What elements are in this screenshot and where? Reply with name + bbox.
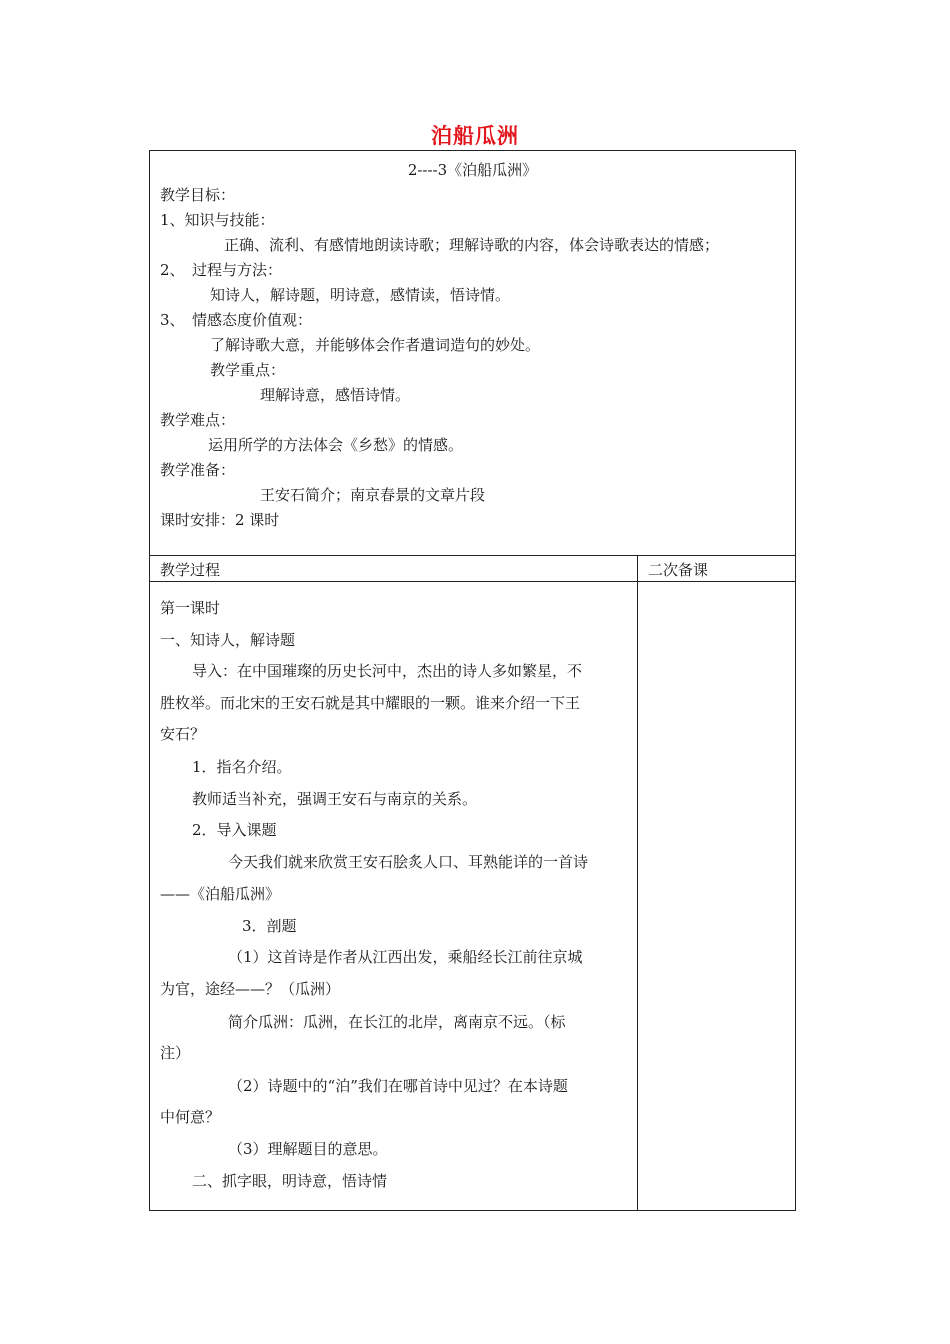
process-line: 一、知诗人，解诗题 xyxy=(160,631,296,649)
hours: 课时安排：2 课时 xyxy=(160,511,280,529)
process-line: 安石？ xyxy=(160,725,206,743)
process-line: 导入：在中国璀璨的历史长河中，杰出的诗人多如繁星，不 xyxy=(192,662,583,680)
column-header-notes: 二次备课 xyxy=(648,561,709,579)
process-line: 今天我们就来欣赏王安石脍炙人口、耳熟能详的一首诗 xyxy=(228,853,589,871)
difficulty-label: 教学难点： xyxy=(160,411,236,429)
goal2-text: 知诗人，解诗题，明诗意，感情读，悟诗情。 xyxy=(210,286,511,304)
process-line: 2．导入课题 xyxy=(192,821,277,839)
table-divider-columns xyxy=(149,581,796,582)
goal3-label: 3、 情感态度价值观： xyxy=(160,311,313,329)
document-title: 泊船瓜洲 xyxy=(431,124,519,148)
goal1-text: 正确、流利、有感情地朗读诗歌；理解诗歌的内容，体会诗歌表达的情感； xyxy=(224,236,720,254)
table-column-divider xyxy=(637,555,638,1211)
table-divider-header xyxy=(149,555,796,556)
process-line: （3）理解题目的意思。 xyxy=(228,1140,388,1158)
process-line: 二、抓字眼，明诗意，悟诗情 xyxy=(192,1172,388,1190)
prep-label: 教学准备： xyxy=(160,461,236,479)
process-line: 胜枚举。而北宋的王安石就是其中耀眼的一颗。谁来介绍一下王 xyxy=(160,694,581,712)
key-label: 教学重点： xyxy=(210,361,286,379)
process-line: 第一课时 xyxy=(160,599,221,617)
process-line: 教师适当补充，强调王安石与南京的关系。 xyxy=(192,790,478,808)
goal2-label: 2、 过程与方法： xyxy=(160,261,283,279)
key-text: 理解诗意，感悟诗情。 xyxy=(260,386,411,404)
process-line: 1．指名介绍。 xyxy=(192,758,292,776)
process-line: ——《泊船瓜洲》 xyxy=(160,885,281,903)
goals-label: 教学目标： xyxy=(160,186,236,204)
lesson-code: 2----3《泊船瓜洲》 xyxy=(407,161,538,179)
process-line: 为官，途经——？（瓜洲） xyxy=(160,980,341,998)
prep-text: 王安石简介；南京春景的文章片段 xyxy=(260,486,486,504)
process-line: 注） xyxy=(160,1044,191,1062)
process-line: 中何意？ xyxy=(160,1108,221,1126)
goal3-text: 了解诗歌大意，并能够体会作者遣词造句的妙处。 xyxy=(210,336,541,354)
process-line: （2）诗题中的“泊”我们在哪首诗中见过？在本诗题 xyxy=(228,1077,568,1095)
difficulty-text: 运用所学的方法体会《乡愁》的情感。 xyxy=(208,436,464,454)
column-header-process: 教学过程 xyxy=(160,561,221,579)
process-line: 简介瓜洲：瓜洲，在长江的北岸，离南京不远。（标 xyxy=(228,1013,566,1031)
process-line: 3．剖题 xyxy=(242,917,297,935)
goal1-label: 1、知识与技能： xyxy=(160,211,275,229)
process-line: （1）这首诗是作者从江西出发，乘船经长江前往京城 xyxy=(228,948,583,966)
